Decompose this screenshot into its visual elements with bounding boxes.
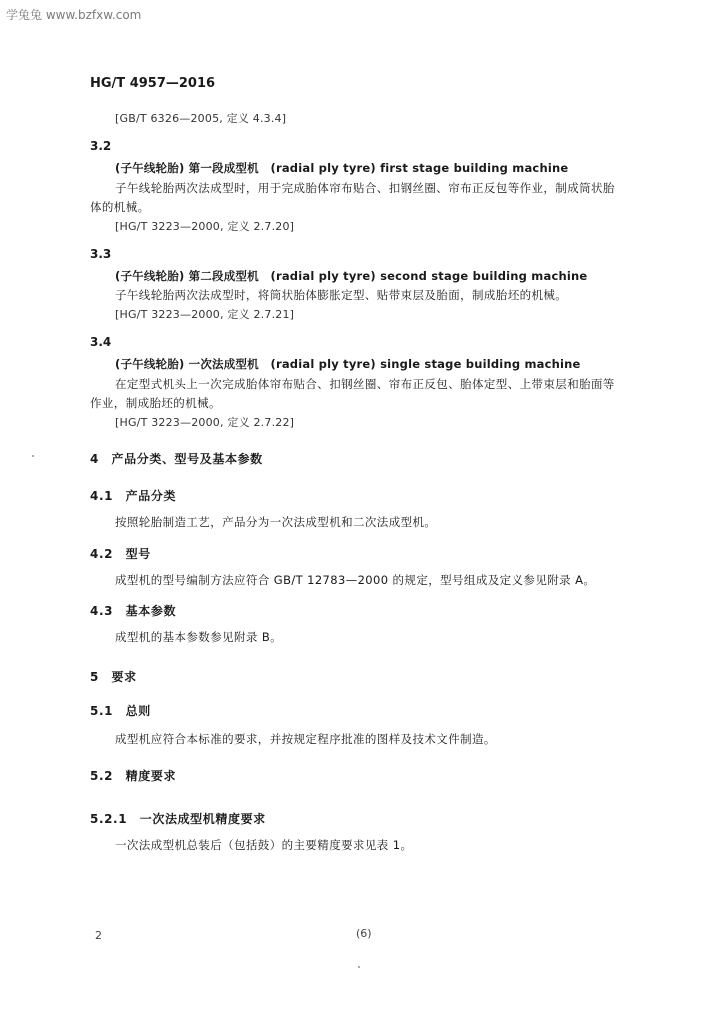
clause-3-2-definition-line2: 体的机械。 <box>90 200 150 214</box>
clause-3-2-number: 3.2 <box>90 139 112 153</box>
clause-3-4-number: 3.4 <box>90 335 112 349</box>
section-5-1-heading: 5.1 总则 <box>90 704 151 718</box>
section-5-2-1-text: 一次法成型机总装后（包括鼓）的主要精度要求见表 1。 <box>115 838 413 852</box>
clause-3-4-definition-line1: 在定型式机头上一次完成胎体帘布贴合、扣钢丝圈、帘布正反包、胎体定型、上带束层和胎面等 <box>115 377 615 391</box>
standard-header: HG/T 4957—2016 <box>90 76 216 91</box>
reference-top: [GB/T 6326—2005, 定义 4.3.4] <box>115 112 287 125</box>
clause-3-3-term: (子午线轮胎) 第二段成型机 (radial ply tyre) second stage building machine <box>115 269 588 283</box>
clause-3-2-term: (子午线轮胎) 第一段成型机 (radial ply tyre) first stage building machine <box>115 161 569 175</box>
section-4-3-heading: 4.3 基本参数 <box>90 604 177 618</box>
scan-speck <box>358 966 360 968</box>
section-5-1-text: 成型机应符合本标准的要求，并按规定程序批准的图样及技术文件制造。 <box>115 732 496 746</box>
clause-3-4-definition-line2: 作业，制成胎坯的机械。 <box>90 396 221 410</box>
section-4-1-text: 按照轮胎制造工艺，产品分为一次法成型机和二次法成型机。 <box>115 515 437 529</box>
section-4-3-text: 成型机的基本参数参见附录 B。 <box>115 630 283 644</box>
scan-speck <box>32 455 34 457</box>
section-5-2-heading: 5.2 精度要求 <box>90 769 177 783</box>
section-4-2-text: 成型机的型号编制方法应符合 GB/T 12783—2000 的规定，型号组成及定义参见附录 A。 <box>115 573 596 587</box>
watermark: 学兔兔 www.bzfxw.com <box>6 8 142 22</box>
clause-3-2-reference: [HG/T 3223—2000, 定义 2.7.20] <box>115 220 295 233</box>
section-5-heading: 5 要求 <box>90 670 137 684</box>
section-4-1-heading: 4.1 产品分类 <box>90 489 177 503</box>
clause-3-4-term: (子午线轮胎) 一次法成型机 (radial ply tyre) single stage building machine <box>115 357 581 371</box>
section-5-2-1-heading: 5.2.1 一次法成型机精度要求 <box>90 812 266 826</box>
clause-3-3-number: 3.3 <box>90 247 112 261</box>
section-4-2-heading: 4.2 型号 <box>90 547 151 561</box>
clause-3-3-reference: [HG/T 3223—2000, 定义 2.7.21] <box>115 308 295 321</box>
footer-center-marker: (6) <box>356 927 372 940</box>
clause-3-3-definition: 子午线轮胎两次法成型时，将筒状胎体膨胀定型、贴带束层及胎面，制成胎坯的机械。 <box>115 288 568 302</box>
section-4-heading: 4 产品分类、型号及基本参数 <box>90 452 263 466</box>
page-number: 2 <box>95 929 102 942</box>
clause-3-2-definition-line1: 子午线轮胎两次法成型时，用于完成胎体帘布贴合、扣钢丝圈、帘布正反包等作业，制成筒状胎 <box>115 181 615 195</box>
clause-3-4-reference: [HG/T 3223—2000, 定义 2.7.22] <box>115 416 295 429</box>
